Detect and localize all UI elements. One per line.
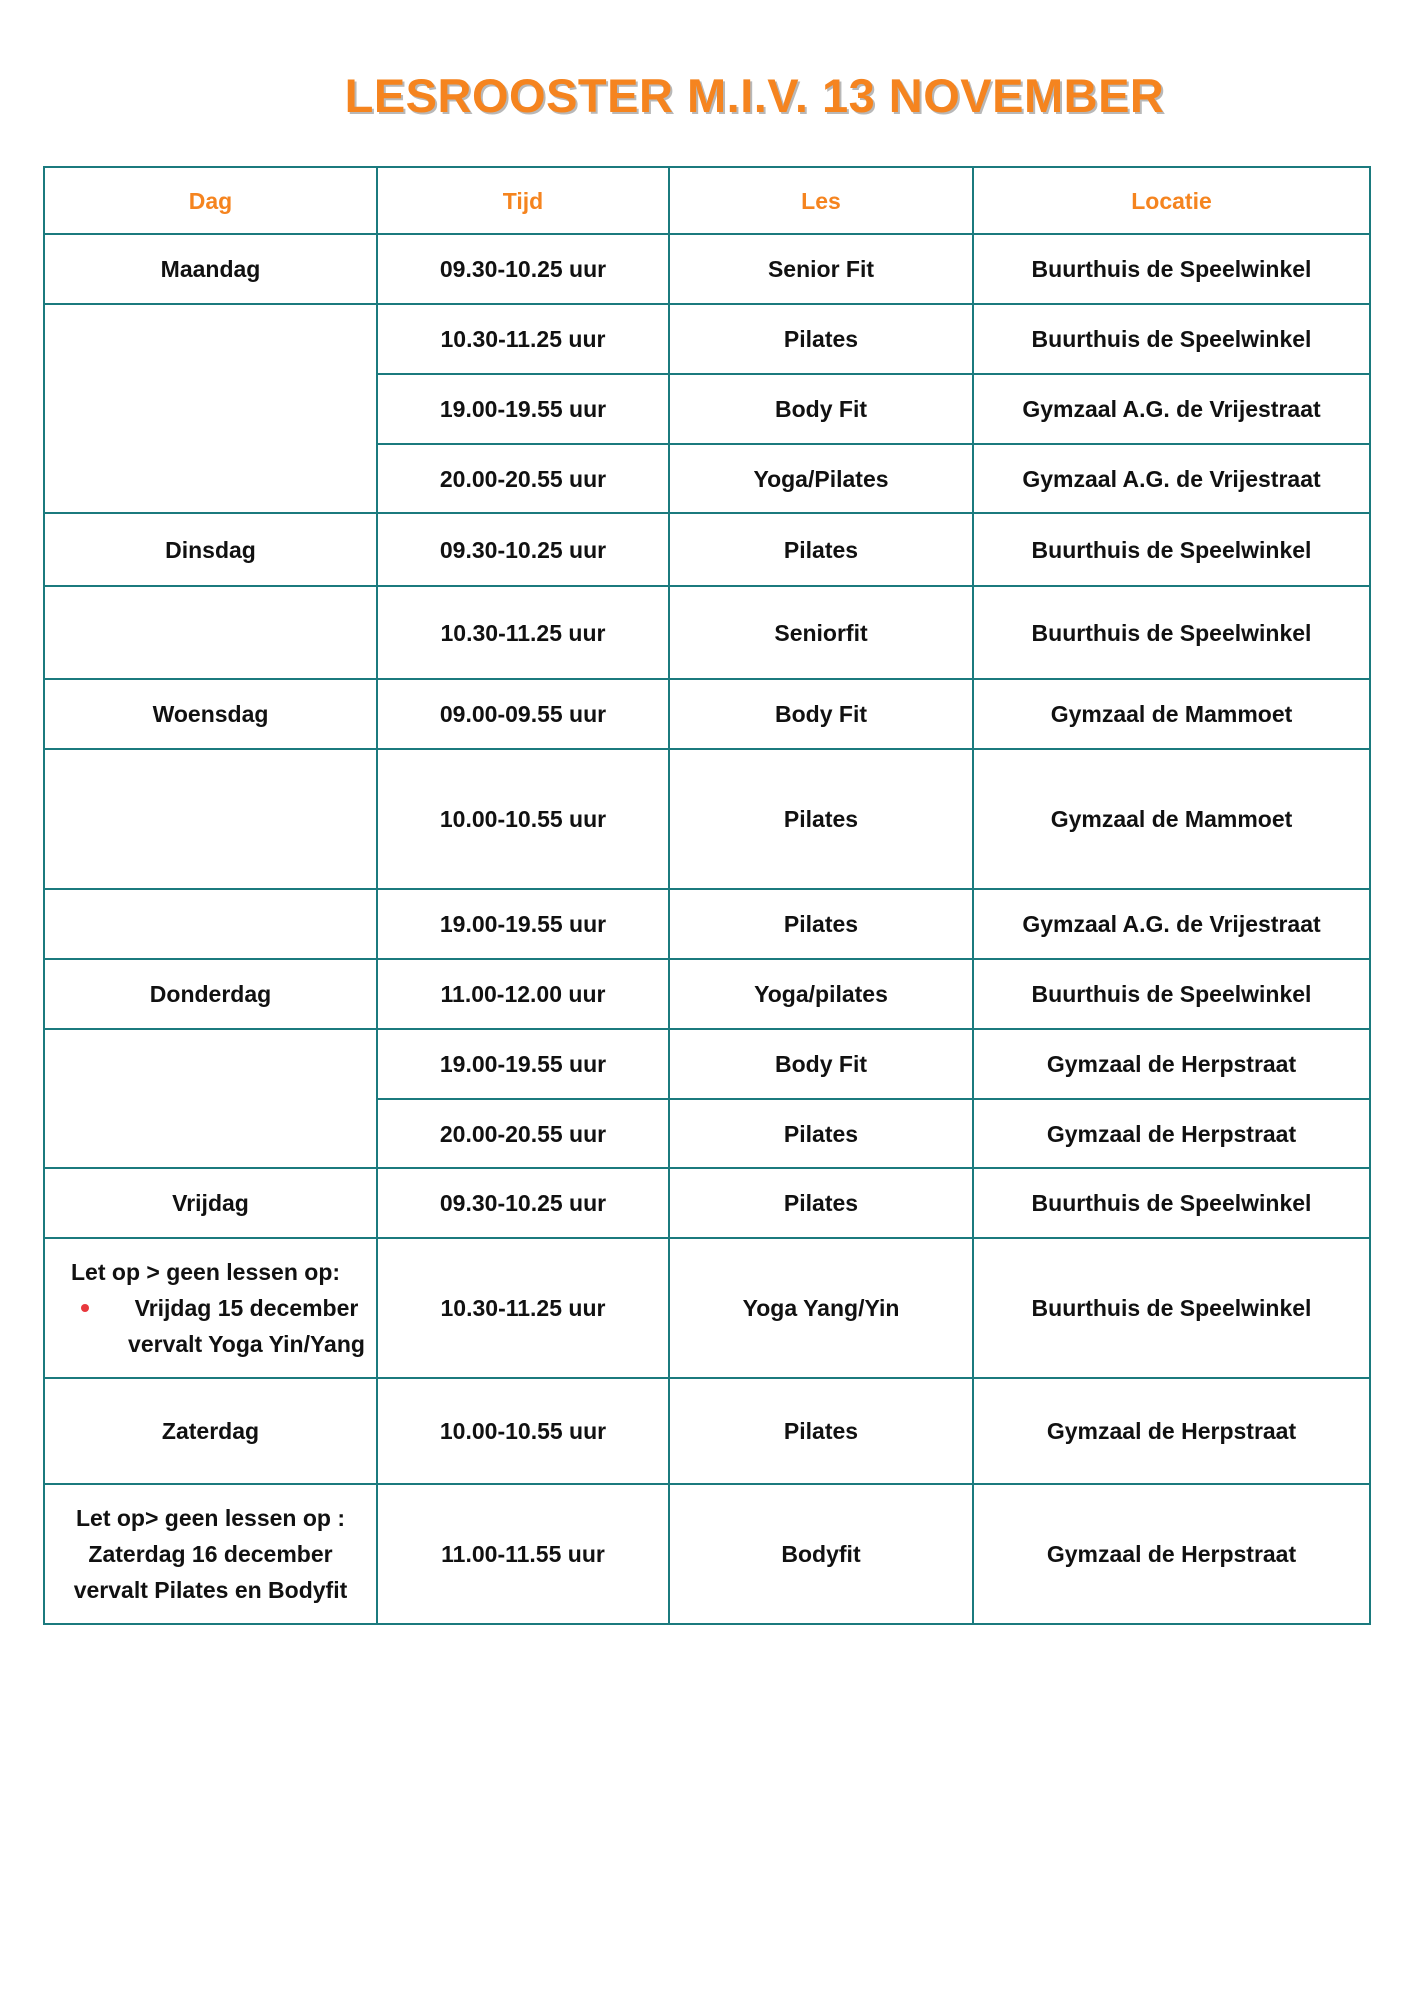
time-cell: 10.00-10.55 uur xyxy=(377,749,669,889)
time-cell: 09.00-09.55 uur xyxy=(377,679,669,749)
page-title: LESROOSTER M.I.V. 13 NOVEMBER xyxy=(344,69,1165,122)
header-les: Les xyxy=(669,167,973,234)
day-cell-empty xyxy=(44,889,377,959)
time-cell: 20.00-20.55 uur xyxy=(377,1099,669,1168)
note-line: Zaterdag 16 december xyxy=(88,1541,333,1567)
location-cell: Gymzaal de Herpstraat xyxy=(973,1484,1370,1624)
location-cell: Gymzaal de Mammoet xyxy=(973,749,1370,889)
time-cell: 11.00-12.00 uur xyxy=(377,959,669,1029)
lesson-cell: Yoga/Pilates xyxy=(669,444,973,513)
table-row xyxy=(44,889,1370,959)
time-cell: 09.30-10.25 uur xyxy=(377,513,669,586)
time-cell: 10.00-10.55 uur xyxy=(377,1378,669,1484)
location-cell: Gymzaal de Mammoet xyxy=(973,679,1370,749)
time-cell: 19.00-19.55 uur xyxy=(377,1029,669,1099)
lesson-cell: Pilates xyxy=(669,1378,973,1484)
table-row xyxy=(44,1238,1370,1378)
location-cell: Buurthuis de Speelwinkel xyxy=(973,304,1370,374)
location-cell: Gymzaal A.G. de Vrijestraat xyxy=(973,444,1370,513)
day-cell-empty xyxy=(44,586,377,679)
lesson-cell: Pilates xyxy=(669,749,973,889)
day-cell: Dinsdag xyxy=(44,513,377,586)
time-cell: 09.30-10.25 uur xyxy=(377,1168,669,1238)
day-cell: Woensdag xyxy=(44,679,377,749)
header-dag: Dag xyxy=(44,167,377,234)
note-line: vervalt Pilates en Bodyfit xyxy=(73,1577,348,1603)
table-row xyxy=(44,679,1370,749)
time-cell: 19.00-19.55 uur xyxy=(377,374,669,444)
day-cell-empty xyxy=(44,304,377,513)
lesson-cell: Body Fit xyxy=(669,374,973,444)
table-row xyxy=(44,586,1370,679)
saturday-cancellation-note xyxy=(44,1484,377,1624)
location-cell: Buurthuis de Speelwinkel xyxy=(973,234,1370,304)
table-row xyxy=(44,749,1370,889)
location-cell: Gymzaal de Herpstraat xyxy=(973,1029,1370,1099)
location-cell: Buurthuis de Speelwinkel xyxy=(973,586,1370,679)
location-cell: Buurthuis de Speelwinkel xyxy=(973,1168,1370,1238)
time-cell: 19.00-19.55 uur xyxy=(377,889,669,959)
location-cell: Gymzaal de Herpstraat xyxy=(973,1099,1370,1168)
lesson-cell: Senior Fit xyxy=(669,234,973,304)
table-row xyxy=(44,234,1370,304)
note-line: Let op> geen lessen op : xyxy=(75,1505,346,1531)
lesson-cell: Pilates xyxy=(669,513,973,586)
day-cell: Donderdag xyxy=(44,959,377,1029)
time-cell: 10.30-11.25 uur xyxy=(377,1238,669,1378)
table-row xyxy=(44,959,1370,1029)
lesson-cell: Seniorfit xyxy=(669,586,973,679)
table-row xyxy=(44,1378,1370,1484)
lesson-cell: Pilates xyxy=(669,304,973,374)
lesson-cell: Yoga/pilates xyxy=(669,959,973,1029)
table-row xyxy=(44,304,1370,374)
note-heading: Let op > geen lessen op: xyxy=(71,1259,341,1285)
location-cell: Buurthuis de Speelwinkel xyxy=(973,959,1370,1029)
location-cell: Buurthuis de Speelwinkel xyxy=(973,513,1370,586)
note-bullet-text: Vrijdag 15 december vervalt Yoga Yin/Yang xyxy=(128,1295,365,1357)
table-row xyxy=(44,1484,1370,1624)
header-tijd: Tijd xyxy=(377,167,669,234)
time-cell: 11.00-11.55 uur xyxy=(377,1484,669,1624)
location-cell: Buurthuis de Speelwinkel xyxy=(973,1238,1370,1378)
time-cell: 20.00-20.55 uur xyxy=(377,444,669,513)
lesson-cell: Yoga Yang/Yin xyxy=(669,1238,973,1378)
header-row xyxy=(44,167,1370,234)
day-cell: Maandag xyxy=(44,234,377,304)
table-row xyxy=(44,1168,1370,1238)
lesson-cell: Body Fit xyxy=(669,1029,973,1099)
location-cell: Gymzaal A.G. de Vrijestraat xyxy=(973,889,1370,959)
lesson-cell: Pilates xyxy=(669,1168,973,1238)
day-cell-empty xyxy=(44,1029,377,1168)
location-cell: Gymzaal A.G. de Vrijestraat xyxy=(973,374,1370,444)
friday-cancellation-note xyxy=(44,1238,377,1378)
day-cell-empty xyxy=(44,749,377,889)
day-cell: Vrijdag xyxy=(44,1168,377,1238)
day-cell: Zaterdag xyxy=(44,1378,377,1484)
lesson-cell: Pilates xyxy=(669,889,973,959)
schedule-table xyxy=(43,166,1371,1625)
time-cell: 10.30-11.25 uur xyxy=(377,586,669,679)
bullet-icon xyxy=(81,1304,89,1312)
location-cell: Gymzaal de Herpstraat xyxy=(973,1378,1370,1484)
lesson-cell: Bodyfit xyxy=(669,1484,973,1624)
time-cell: 09.30-10.25 uur xyxy=(377,234,669,304)
time-cell: 10.30-11.25 uur xyxy=(377,304,669,374)
lesson-cell: Body Fit xyxy=(669,679,973,749)
table-row xyxy=(44,513,1370,586)
table-row xyxy=(44,1029,1370,1099)
lesson-cell: Pilates xyxy=(669,1099,973,1168)
header-locatie: Locatie xyxy=(973,167,1370,234)
